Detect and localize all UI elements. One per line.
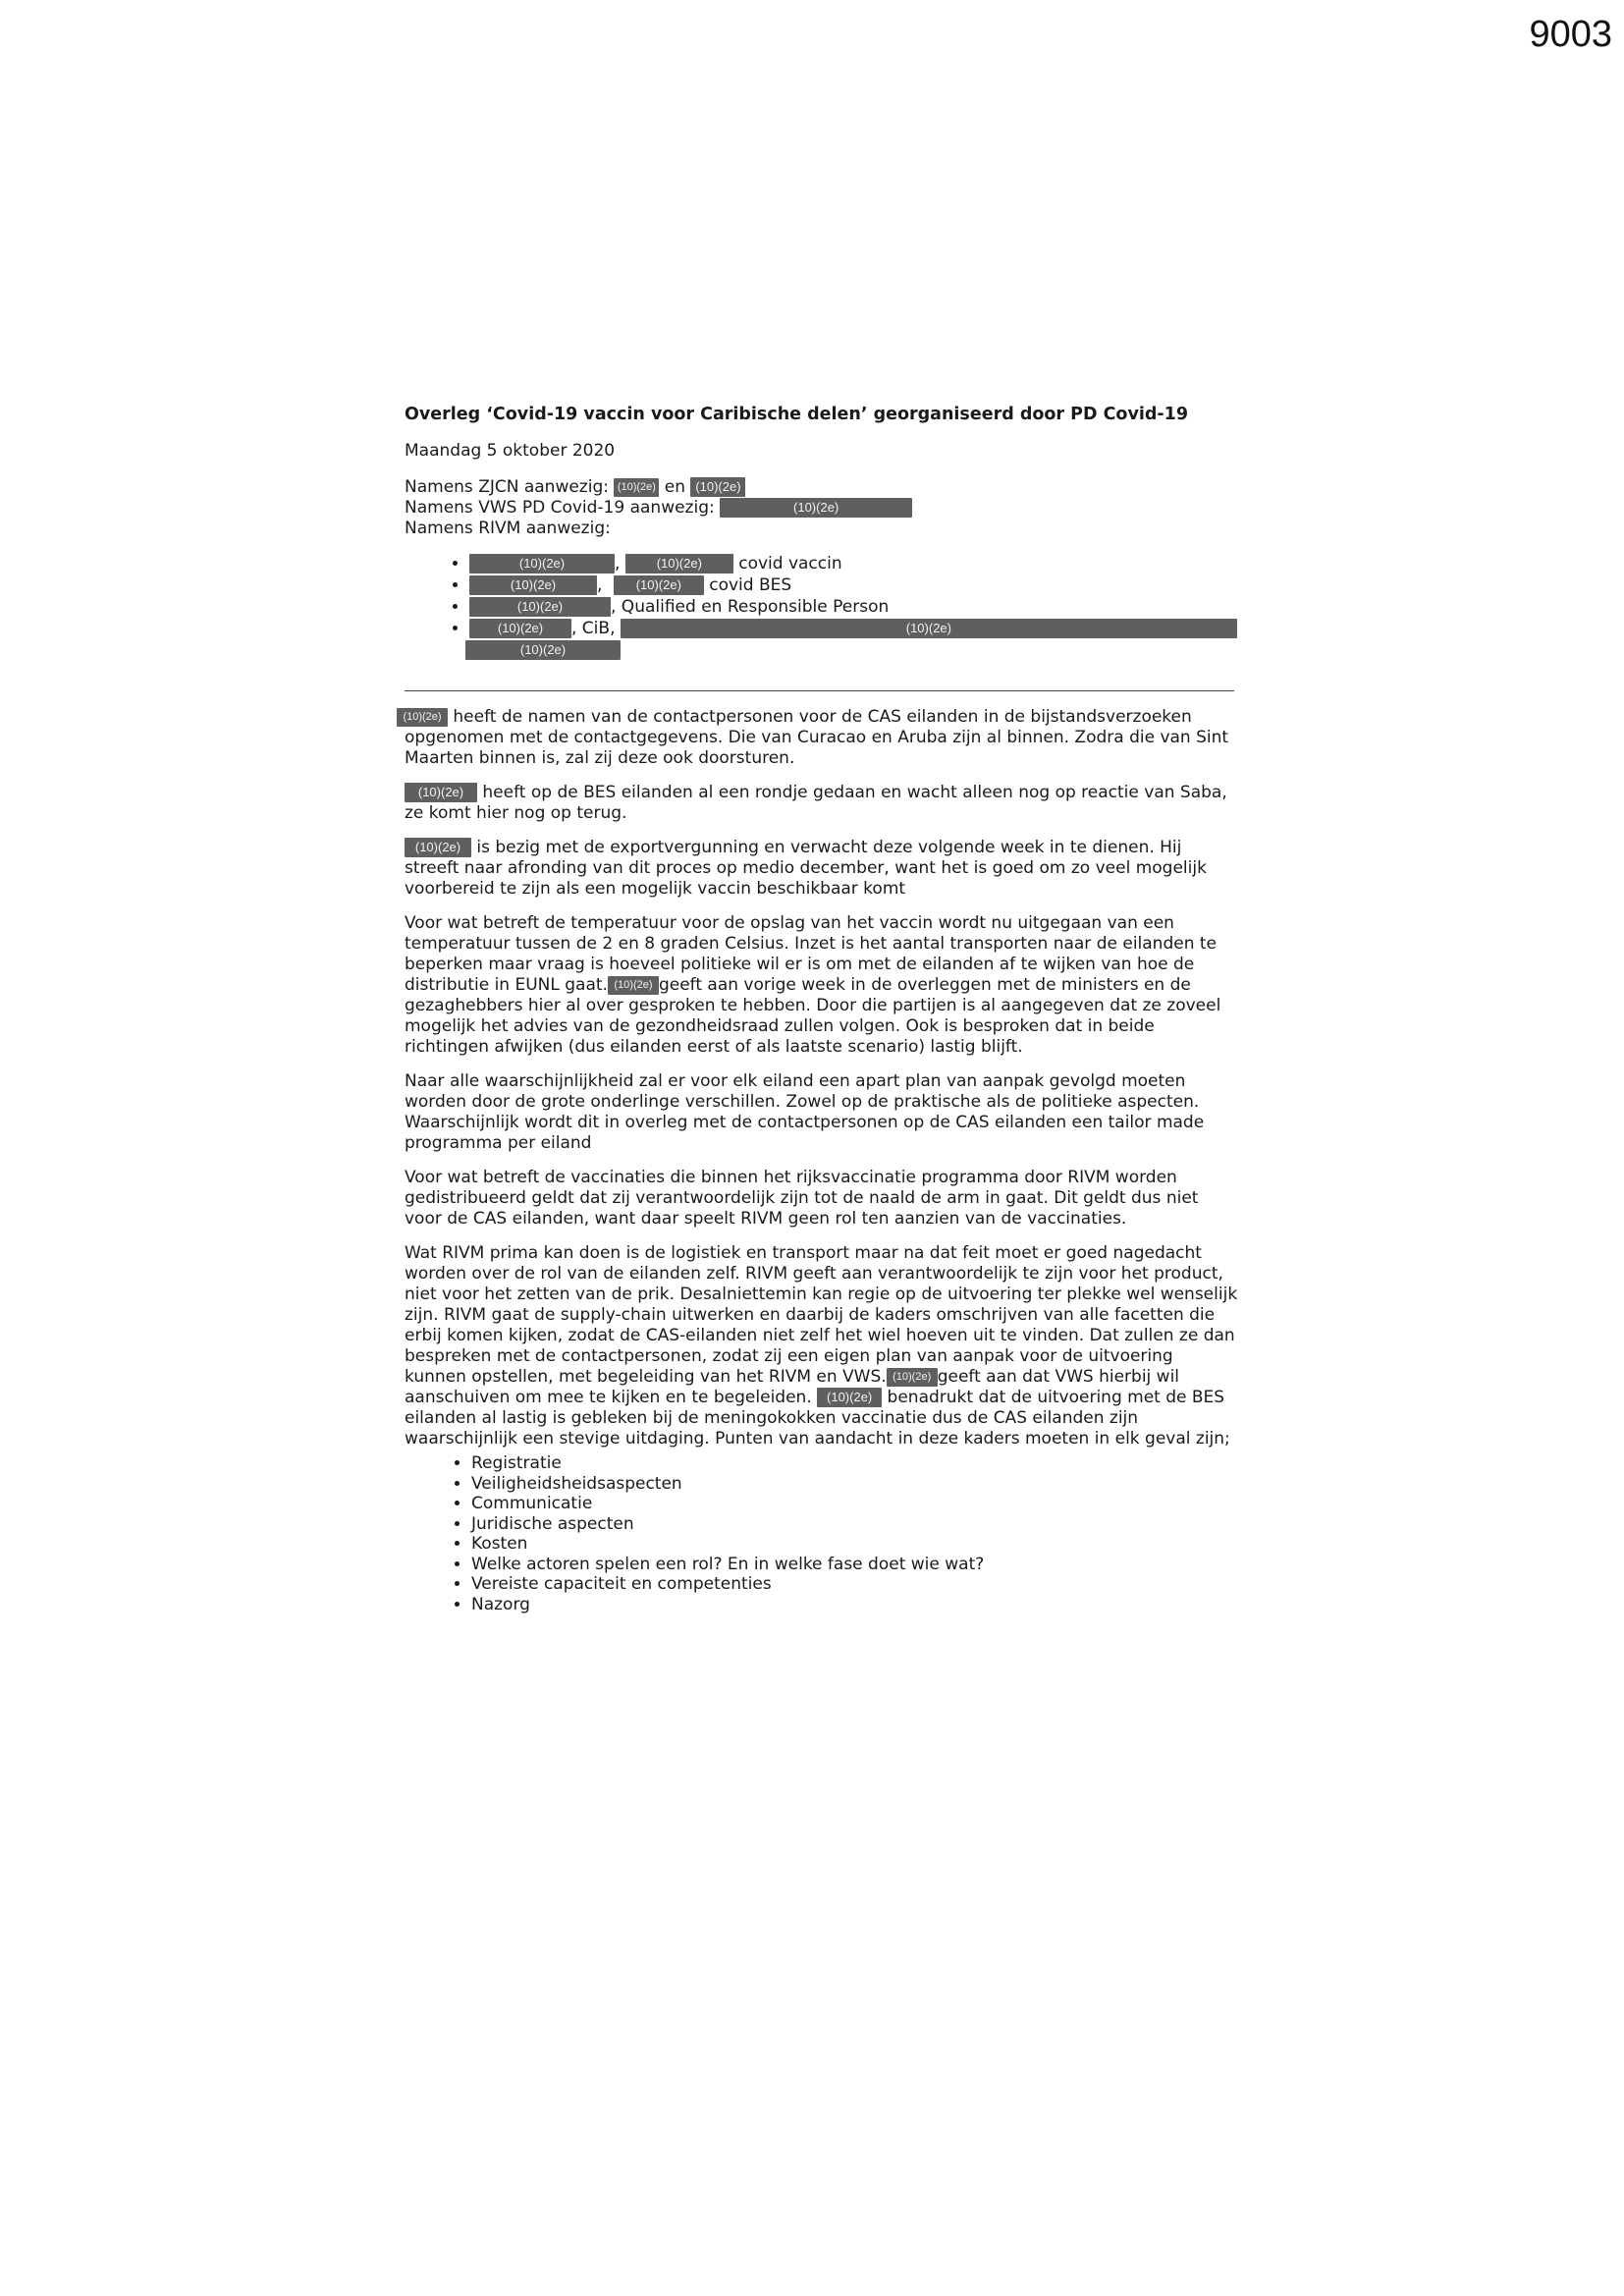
- zjcn-label: Namens ZJCN aanwezig:: [405, 477, 609, 497]
- paragraph-vaccination-responsibility: Voor wat betreft de vaccinaties die binnen het rijksvaccinatie programma door RIVM worden gedistribueerd geldt dat zij verantwoordelijk zijn tot de naald de arm in gaat. Dit geldt dus niet voor de CAS eilanden, want daar speelt RIVM geen rol ten aanzien van de vaccinaties.: [405, 1168, 1199, 1229]
- list-item: • Juridische aspecten: [471, 1514, 1239, 1535]
- redaction-box: (10)(2e): [397, 708, 448, 727]
- paragraph-contactpersons: [405, 707, 1239, 769]
- redaction-box: (10)(2e): [469, 619, 571, 638]
- page-number: 9003: [1529, 14, 1612, 55]
- list-item: • Registratie: [471, 1453, 1239, 1474]
- redaction-box: (10)(2e): [469, 554, 615, 574]
- list-item-continuation: [469, 639, 1239, 661]
- paragraph-text: benadrukt dat de uitvoering met de BES eilanden al lastig is gebleken bij de meningokokken vaccinatie dus de CAS eilanden zijn waarschijnlijk een stevige uitdaging. Punten van aandacht in deze kaders moeten in elk geval zijn;: [405, 1388, 1230, 1449]
- paragraph-plan-per-island: Naar alle waarschijnlijkheid zal er voor elk eiland een apart plan van aanpak gevolgd moeten worden door de grote onderlinge verschillen. Zowel op de praktische als de politieke aspecten. Waarschijnlijk wordt dit in overleg met de contactpersonen op de CAS eilanden een tailor made programma per eiland: [405, 1071, 1205, 1153]
- vws-label: Namens VWS PD Covid-19 aanwezig:: [405, 498, 715, 518]
- attendee-separator: ,: [615, 554, 621, 574]
- paragraph-text: Wat RIVM prima kan doen is de logistiek en transport maar na dat feit moet er goed nagedacht worden over de rol van de eilanden zelf. RIVM geeft aan verantwoordelijk te zijn voor het product, niet voor het zetten van de prik. Desalniettemin kan regie op de uitvoering ter plekke wel wenselijk zijn. RIVM gaat de supply-chain uitwerken en daarbij de kaders omschrijven van alle facetten die erbij komen kijken, zodat de CAS-eilanden niet zelf het wiel hoeven uit te vinden. Dat zullen ze dan bespreken met de contactpersonen, zodat zij een eigen plan van aanpak voor de uitvoering kunnen opstellen, met begeleiding van het RIVM en VWS.: [405, 1243, 1238, 1387]
- attendee-role: , Qualified en Responsible Person: [611, 597, 890, 617]
- redaction-box: (10)(2e): [405, 838, 471, 857]
- attendee-separator: ,: [597, 575, 603, 595]
- paragraph-export-permit: [405, 838, 1239, 900]
- paragraph-text: is bezig met de exportvergunning en verwacht deze volgende week in te dienen. Hij streeft naar afronding van dit proces op medio december, want het is goed om zo veel mogelijk voorbereid te zijn als een mogelijk vaccin beschikbaar komt: [405, 838, 1207, 899]
- redaction-box: (10)(2e): [690, 477, 745, 497]
- attendee-role: , CiB,: [571, 619, 616, 638]
- paragraph-text: Voor wat betreft de temperatuur voor de opslag van het vaccin wordt nu uitgegaan van een temperatuur tussen de 2 en 8 graden Celsius. Inzet is het aantal transporten naar de eilanden te beperken maar vraag is hoeveel politieke wil er is om met de eilanden af te wijken van hoe de distributie in EUNL gaat.: [405, 913, 1218, 995]
- zjcn-join: en: [664, 477, 686, 497]
- list-item: • Welke actoren spelen een rol? En in welke fase doet wie wat?: [471, 1555, 1239, 1575]
- list-item: • Veiligheidsheidsaspecten: [471, 1474, 1239, 1495]
- attendance-vws: [405, 498, 1239, 519]
- paragraph-text: heeft op de BES eilanden al een rondje gedaan en wacht alleen nog op reactie van Saba, ze komt hier nog op terug.: [405, 783, 1227, 823]
- redaction-box: (10)(2e): [469, 597, 611, 617]
- meeting-minutes: [405, 405, 1239, 1614]
- paragraph-text: geeft aan vorige week in de overleggen met de ministers en de gezaghebbers hier al over gesproken te hebben. Door die partijen is al aangegeven dat ze zoveel mogelijk het advies van de gezondheidsraad zullen volgen. Ook is besproken dat in beide richtingen afwijken (dus eilanden eerst of als laatste scenario) lastig blijft.: [405, 975, 1221, 1057]
- attendee-role: covid BES: [709, 575, 792, 595]
- list-item: • Nazorg: [471, 1595, 1239, 1615]
- redaction-box: (10)(2e): [614, 575, 704, 595]
- redaction-box: (10)(2e): [625, 554, 733, 574]
- list-item: • Vereiste capaciteit en competenties: [471, 1574, 1239, 1595]
- list-item: [469, 553, 1239, 574]
- meeting-date: Maandag 5 oktober 2020: [405, 441, 616, 461]
- paragraph-text: geeft aan dat VWS hierbij wil aanschuiven om mee te kijken en te begeleiden.: [405, 1367, 1180, 1407]
- attention-points-list: [405, 1453, 1239, 1614]
- section-divider: [405, 690, 1234, 691]
- paragraph-temperature: [405, 913, 1239, 1058]
- list-item: [469, 596, 1239, 618]
- attendance-rivm: [405, 519, 1239, 539]
- redaction-box: (10)(2e): [621, 619, 1237, 638]
- redaction-box: (10)(2e): [608, 976, 659, 995]
- redaction-box: (10)(2e): [469, 575, 597, 595]
- redaction-box: (10)(2e): [887, 1368, 938, 1387]
- document-title: Overleg ‘Covid-19 vaccin voor Caribische delen’ georganiseerd door PD Covid-19: [405, 405, 1188, 424]
- paragraph-text: heeft de namen van de contactpersonen voor de CAS eilanden in de bijstandsverzoeken opgenomen met de contactgegevens. Die van Curacao en Aruba zijn al binnen. Zodra die van Sint Maarten binnen is, zal zij deze ook doorsturen.: [405, 707, 1229, 768]
- redaction-box: (10)(2e): [720, 498, 912, 518]
- list-item: • Communicatie: [471, 1494, 1239, 1514]
- list-item: • Kosten: [471, 1534, 1239, 1555]
- redaction-box: (10)(2e): [817, 1388, 882, 1407]
- attendee-role: covid vaccin: [738, 554, 842, 574]
- paragraph-bes-islands: [405, 783, 1239, 824]
- redaction-box: (10)(2e): [405, 783, 477, 802]
- list-item: [469, 618, 1239, 639]
- rivm-label: Namens RIVM aanwezig:: [405, 519, 611, 538]
- redaction-box: (10)(2e): [465, 640, 621, 660]
- list-item: [469, 574, 1239, 596]
- attendance-zjcn: [405, 477, 1239, 498]
- redaction-box: (10)(2e): [614, 478, 659, 497]
- rivm-attendee-list: [405, 553, 1239, 661]
- paragraph-logistics: [405, 1243, 1239, 1449]
